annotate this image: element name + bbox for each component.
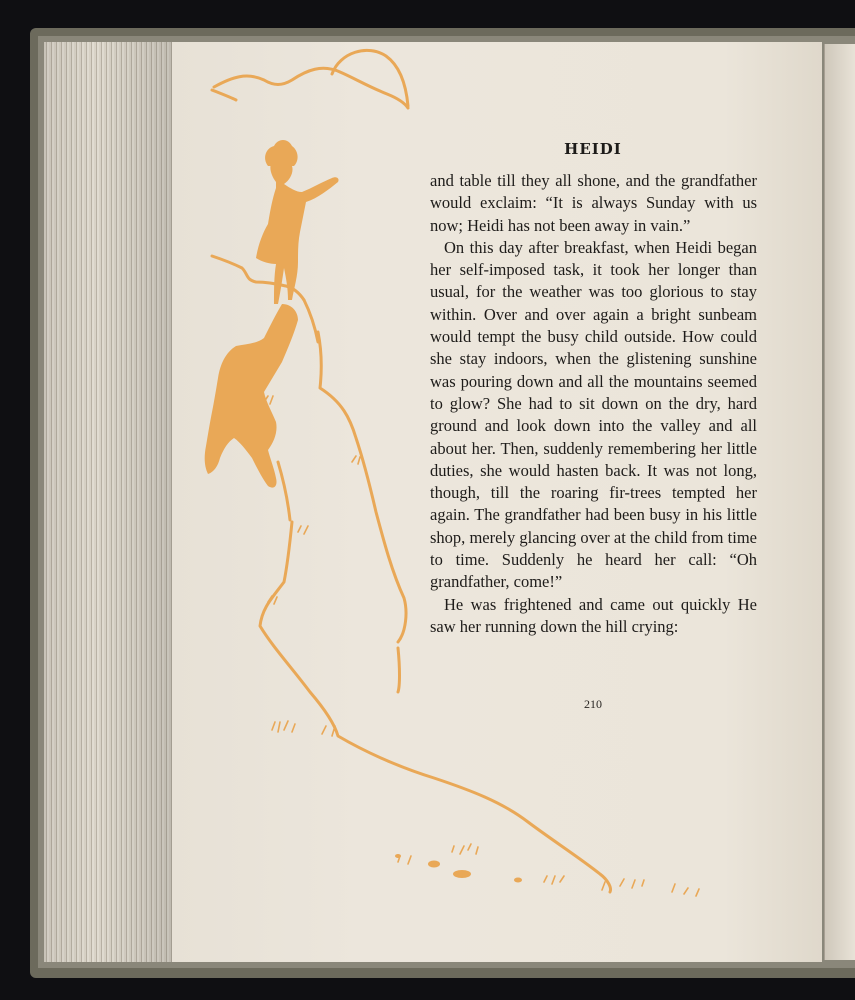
paragraph: On this day after breakfast, when Heidi began her self-imposed task, it took her longer than usual, for the weather was too glorious to stay within. Over and over again a bright sunbeam would tempt the busy child outside. How could she stay indoors, when the glistening sunshine was pouring down and all the mountains seemed to glow? She had to sit down on the dry, hard ground and look down into the valley and all about her. Then, suddenly remembering her little duties, she would hasten back. It was not long, though, till the roaring fir-trees tempted her again. The grandfather had been busy in his little shop, merely glancing over at the child from time to time. Suddenly he heard her call: “Oh grandfather, come!”: [430, 237, 757, 592]
pebble: [428, 861, 440, 868]
cliff-tufts: [264, 396, 360, 604]
grass-tuft: [398, 856, 411, 864]
grass-tuft: [544, 876, 699, 896]
body-text: [430, 170, 757, 638]
grass-tuft: [452, 844, 478, 854]
slope-detail: [398, 648, 400, 692]
cliff-face-inner: [304, 300, 318, 342]
paragraph: He was frightened and came out quickly He saw her running down the hill crying:: [430, 594, 757, 636]
facing-page-edge: [824, 44, 855, 960]
girl-shadow: [205, 304, 298, 488]
page-number: 210: [584, 697, 602, 711]
grass-tuft: [272, 721, 335, 736]
girl-hair: [265, 140, 298, 166]
paragraph: and table till they all shone, and the grandfather would exclaim: “It is always Sunday with us now; Heidi has not been away in vain.”: [430, 171, 757, 235]
ridge-tail: [212, 90, 236, 100]
left-slope: [278, 462, 290, 520]
running-head: HEIDI: [564, 140, 622, 158]
pebble: [453, 870, 471, 878]
cliff-face: [318, 332, 406, 642]
mountain-ridge: [214, 68, 408, 108]
page-edges: [44, 42, 173, 962]
pebble: [514, 878, 522, 883]
